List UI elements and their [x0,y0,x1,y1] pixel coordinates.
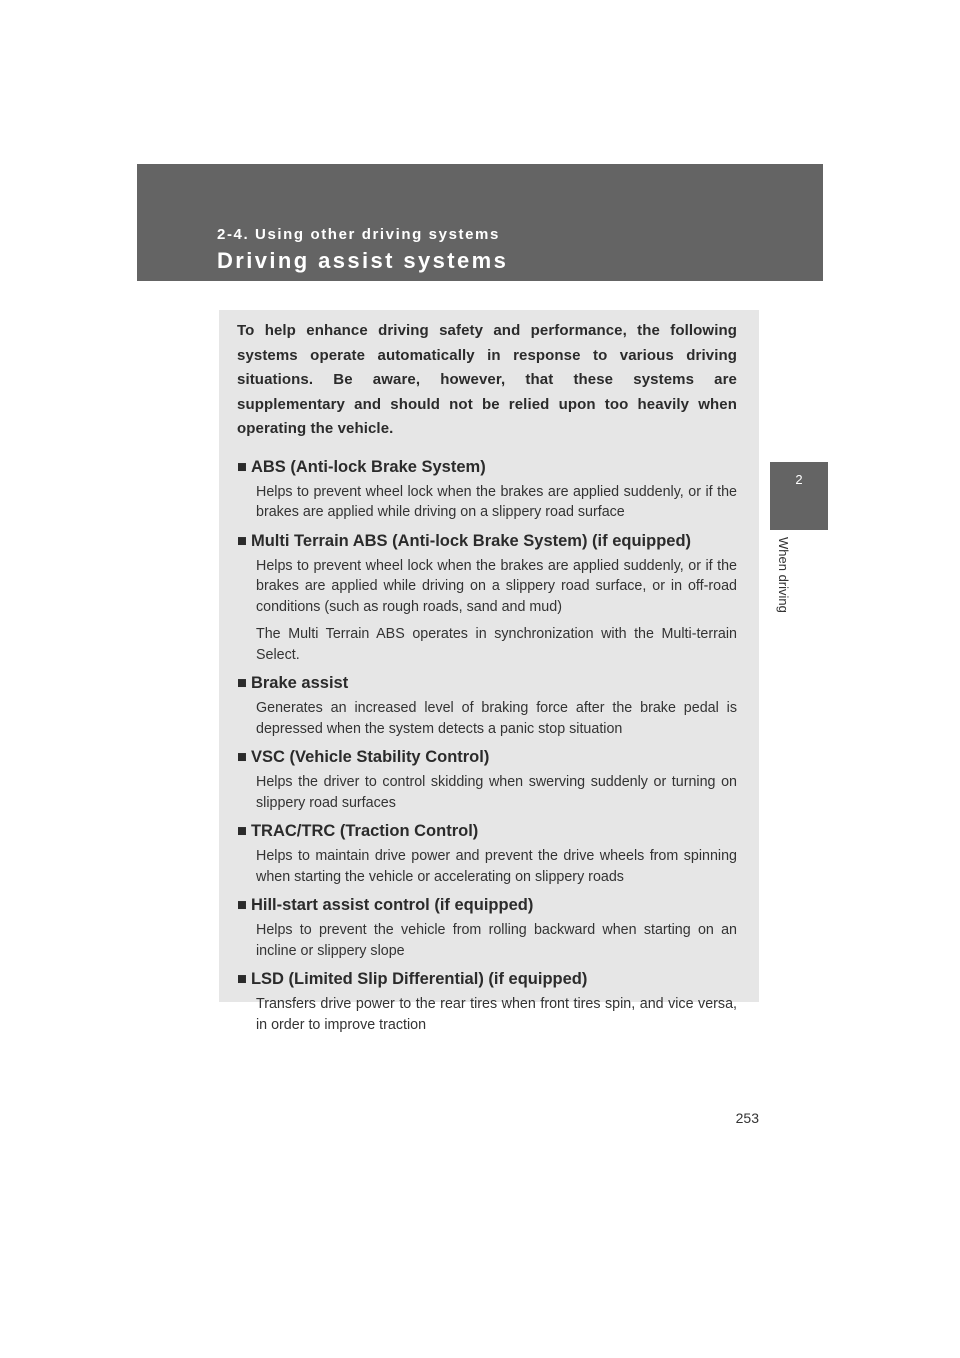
item-vsc [237,746,737,813]
item-title: ■ Hill-start assist control (if equipped) [237,896,534,914]
section-label: 2-4. Using other driving systems [217,226,500,243]
chapter-number: 2 [795,472,803,487]
square-bullet-icon: ■ [237,531,247,550]
page-number: 253 [735,1110,759,1126]
item-brake-assist [237,672,737,739]
item-title: ■ Multi Terrain ABS (Anti-lock Brake System) (if equipped) [237,531,692,550]
item-multi-terrain-abs [237,530,737,666]
item-hill-start-assist [237,894,737,961]
item-title: ■ ABS (Anti-lock Brake System) [237,457,486,476]
square-bullet-icon: ■ [237,674,247,692]
item-title: ■ LSD (Limited Slip Differential) (if equipped) [237,970,588,988]
content-box [219,310,759,1033]
item-body: Transfers drive power to the rear tires when front tires spin, and vice versa, in order to improve traction [256,996,737,1033]
item-title: ■ TRAC/TRC (Traction Control) [237,822,479,840]
item-trac-trc [237,820,737,887]
square-bullet-icon: ■ [237,748,247,766]
item-body: Helps to prevent the vehicle from rolling backward when starting on an incline or slippery slope [256,922,737,959]
item-body: Generates an increased level of braking force after the brake pedal is depressed when the system detects a panic stop situation [256,700,737,737]
intro-paragraph: To help enhance driving safety and performance, the following systems operate automatically in response to various driving situations. Be aware, however, that these systems are supplementary and should not be relied upon too heavily when operating the vehicle. [237,322,737,437]
page-title: Driving assist systems [217,248,509,273]
item-title: ■ Brake assist [237,674,349,692]
item-body: Helps the driver to control skidding when swerving suddenly or turning on slippery road surfaces [256,774,737,811]
square-bullet-icon: ■ [237,822,247,840]
square-bullet-icon: ■ [237,896,247,914]
item-lsd [237,968,737,1035]
item-body-note: The Multi Terrain ABS operates in synchronization with the Multi-terrain Select. [256,626,737,663]
item-title: ■ VSC (Vehicle Stability Control) [237,748,490,766]
header-band [137,164,823,281]
item-abs [237,456,737,523]
chapter-name: When driving [776,537,791,613]
square-bullet-icon: ■ [237,970,247,988]
item-body: Helps to prevent wheel lock when the brakes are applied suddenly, or if the brakes are applied while driving on a slippery road surface, or in off-road conditions (such as rough roads, sand and mud) [256,557,737,615]
item-body: Helps to prevent wheel lock when the brakes are applied suddenly, or if the brakes are applied while driving on a slippery road surface [256,483,737,520]
item-body: Helps to maintain drive power and prevent the drive wheels from spinning when starting the vehicle or accelerating on slippery roads [256,848,737,885]
square-bullet-icon: ■ [237,457,247,476]
chapter-tab [770,462,828,530]
